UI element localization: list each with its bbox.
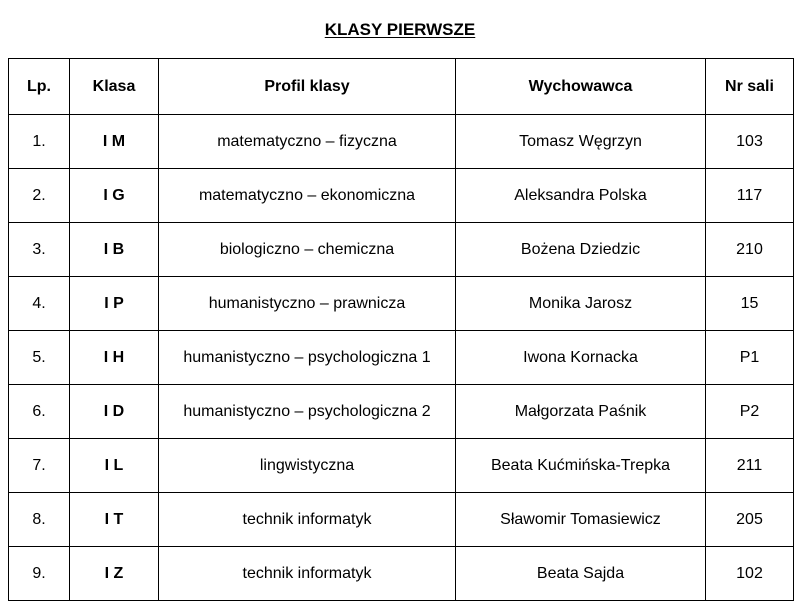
cell-sala: P2 <box>706 385 794 439</box>
cell-lp: 8. <box>9 493 70 547</box>
cell-profil: technik informatyk <box>159 547 456 601</box>
cell-wychowawca: Sławomir Tomasiewicz <box>456 493 706 547</box>
cell-klasa: I G <box>70 169 159 223</box>
cell-profil: humanistyczno – psychologiczna 2 <box>159 385 456 439</box>
cell-klasa: I M <box>70 115 159 169</box>
cell-wychowawca: Bożena Dziedzic <box>456 223 706 277</box>
table-row <box>9 115 794 169</box>
cell-sala: 102 <box>706 547 794 601</box>
header-profil: Profil klasy <box>159 59 456 115</box>
cell-lp: 9. <box>9 547 70 601</box>
header-sala: Nr sali <box>706 59 794 115</box>
table-row <box>9 385 794 439</box>
cell-klasa: I T <box>70 493 159 547</box>
cell-sala: 15 <box>706 277 794 331</box>
cell-wychowawca: Tomasz Węgrzyn <box>456 115 706 169</box>
cell-klasa: I Z <box>70 547 159 601</box>
cell-profil: technik informatyk <box>159 493 456 547</box>
table-row <box>9 493 794 547</box>
classes-table <box>8 58 794 601</box>
table-row <box>9 223 794 277</box>
cell-profil: matematyczno – ekonomiczna <box>159 169 456 223</box>
cell-klasa: I D <box>70 385 159 439</box>
cell-klasa: I B <box>70 223 159 277</box>
table-row <box>9 439 794 493</box>
cell-sala: 210 <box>706 223 794 277</box>
cell-sala: 205 <box>706 493 794 547</box>
cell-profil: humanistyczno – prawnicza <box>159 277 456 331</box>
cell-klasa: I L <box>70 439 159 493</box>
cell-wychowawca: Beata Sajda <box>456 547 706 601</box>
header-klasa: Klasa <box>70 59 159 115</box>
cell-profil: matematyczno – fizyczna <box>159 115 456 169</box>
cell-wychowawca: Iwona Kornacka <box>456 331 706 385</box>
cell-klasa: I P <box>70 277 159 331</box>
cell-lp: 3. <box>9 223 70 277</box>
header-wychowawca: Wychowawca <box>456 59 706 115</box>
table-row <box>9 169 794 223</box>
cell-profil: lingwistyczna <box>159 439 456 493</box>
cell-sala: 211 <box>706 439 794 493</box>
cell-lp: 4. <box>9 277 70 331</box>
cell-profil: biologiczno – chemiczna <box>159 223 456 277</box>
table-row <box>9 547 794 601</box>
cell-lp: 6. <box>9 385 70 439</box>
header-lp: Lp. <box>9 59 70 115</box>
cell-sala: 103 <box>706 115 794 169</box>
cell-wychowawca: Monika Jarosz <box>456 277 706 331</box>
table-header-row <box>9 59 794 115</box>
cell-sala: 117 <box>706 169 794 223</box>
cell-profil: humanistyczno – psychologiczna 1 <box>159 331 456 385</box>
cell-wychowawca: Aleksandra Polska <box>456 169 706 223</box>
table-row <box>9 331 794 385</box>
cell-lp: 5. <box>9 331 70 385</box>
cell-klasa: I H <box>70 331 159 385</box>
cell-wychowawca: Beata Kućmińska-Trepka <box>456 439 706 493</box>
cell-lp: 7. <box>9 439 70 493</box>
cell-wychowawca: Małgorzata Paśnik <box>456 385 706 439</box>
page-title: KLASY PIERWSZE <box>324 20 476 39</box>
cell-lp: 2. <box>9 169 70 223</box>
table-row <box>9 277 794 331</box>
cell-lp: 1. <box>9 115 70 169</box>
cell-sala: P1 <box>706 331 794 385</box>
